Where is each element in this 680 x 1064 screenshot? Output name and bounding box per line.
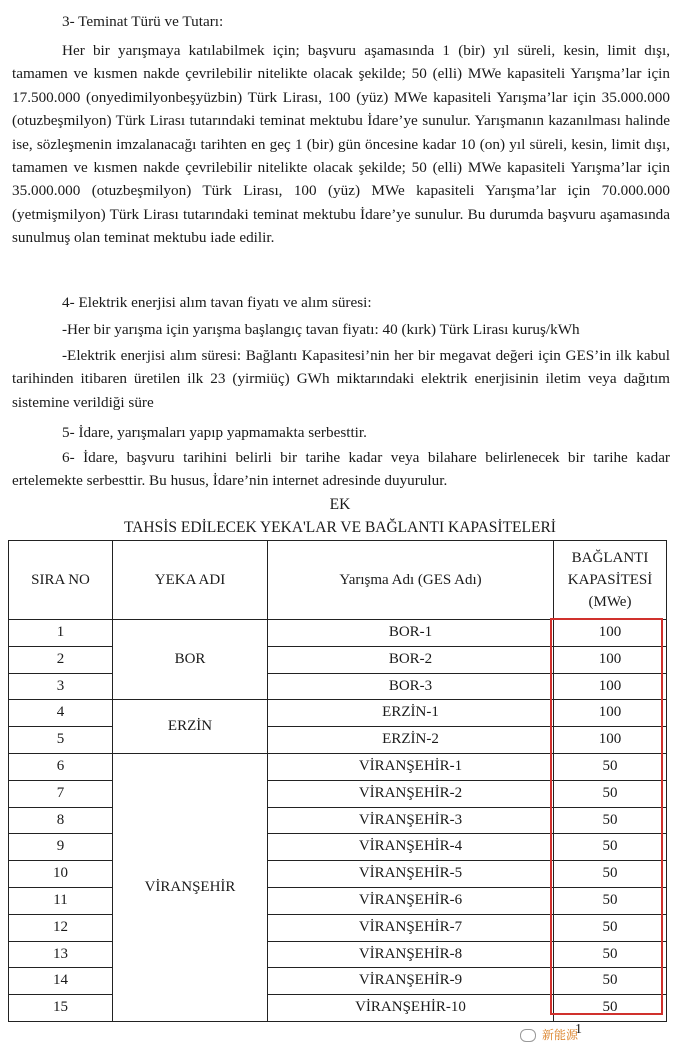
table-row <box>9 780 667 807</box>
row-name: VİRANŞEHİR-9 <box>268 968 554 995</box>
row-capacity: 50 <box>554 861 667 888</box>
row-capacity: 100 <box>554 727 667 754</box>
row-number: 14 <box>9 968 113 995</box>
header-capacity-line1: BAĞLANTI <box>571 550 649 566</box>
row-name: VİRANŞEHİR-6 <box>268 887 554 914</box>
table-row <box>9 807 667 834</box>
row-capacity: 100 <box>554 620 667 647</box>
paragraph-ceiling-price: -Her bir yarışma için yarışma başlangıç tavan fiyatı: 40 (kırk) Türk Lirası kuruş/kWh <box>62 321 580 338</box>
row-number: 9 <box>9 834 113 861</box>
row-name: VİRANŞEHİR-1 <box>268 753 554 780</box>
row-capacity: 50 <box>554 995 667 1022</box>
row-number: 5 <box>9 727 113 754</box>
group-bor: BOR <box>113 620 268 700</box>
row-number: 4 <box>9 700 113 727</box>
row-name: VİRANŞEHİR-7 <box>268 914 554 941</box>
header-yarisma-adi: Yarışma Adı (GES Adı) <box>268 541 554 620</box>
row-name: VİRANŞEHİR-5 <box>268 861 554 888</box>
table-row <box>9 941 667 968</box>
table-row <box>9 700 667 727</box>
row-name: VİRANŞEHİR-8 <box>268 941 554 968</box>
header-capacity <box>554 541 667 620</box>
row-number: 13 <box>9 941 113 968</box>
table-row <box>9 995 667 1022</box>
section-6: 6- İdare, başvuru tarihini belirli bir tarihe kadar veya bilahare belirlenecek bir tarihe kadar ertelemekte serbesttir. Bu husus, İdare’nin internet adresinde duyurulur. <box>12 449 670 490</box>
allocation-table <box>8 540 667 1022</box>
header-yeka-adi: YEKA ADI <box>113 541 268 620</box>
row-capacity: 50 <box>554 753 667 780</box>
row-capacity: 100 <box>554 646 667 673</box>
row-capacity: 50 <box>554 914 667 941</box>
row-name: VİRANŞEHİR-2 <box>268 780 554 807</box>
annex-title: TAHSİS EDİLECEK YEKA'LAR VE BAĞLANTI KAPASİTELERİ <box>124 519 556 536</box>
section-5: 5- İdare, yarışmaları yapıp yapmamakta serbesttir. <box>62 424 367 441</box>
table-row <box>9 620 667 647</box>
row-number: 3 <box>9 673 113 700</box>
row-name: ERZİN-2 <box>268 727 554 754</box>
row-number: 15 <box>9 995 113 1022</box>
row-capacity: 50 <box>554 780 667 807</box>
row-number: 8 <box>9 807 113 834</box>
table-row <box>9 887 667 914</box>
table-header-row <box>9 541 667 620</box>
header-capacity-line3: (MWe) <box>588 594 632 610</box>
row-capacity: 50 <box>554 968 667 995</box>
row-name: ERZİN-1 <box>268 700 554 727</box>
row-capacity: 50 <box>554 834 667 861</box>
paragraph-purchase-period: -Elektrik enerjisi alım süresi: Bağlantı Kapasitesi’nin her bir megavat değeri için GES’in ilk kabul tarihinden itibaren üretilen ilk 23 (yirmiüç) GWh miktarındaki elektrik enerjisinin iletim veya dağıtım sistemine verildiği süre <box>12 347 670 411</box>
row-name: BOR-3 <box>268 673 554 700</box>
table-row <box>9 727 667 754</box>
row-name: BOR-2 <box>268 646 554 673</box>
row-number: 6 <box>9 753 113 780</box>
watermark-text: 新能源 <box>542 1028 579 1042</box>
paragraph-guarantee: Her bir yarışmaya katılabilmek için; başvuru aşamasında 1 (bir) yıl süreli, kesin, limit dışı, tamamen ve kısmen nakde çevrilebilir nitelikte olacak şekilde; 50 (elli) MWe kapasiteli Yarışma’lar için 17.500.000 (onyedimilyonbeşyüzbin) Türk Lirası, 100 (yüz) MWe kapasiteli Yarışma’lar için 35.000.000 (otuzbeşmilyon) Türk Lirası tutarındaki teminat mektubu İdare’ye sunulur. Yarışmanın kazanılması halinde ise, sözleşmenin imzalanacağı tarihten en geç 1 (bir) gün öncesine kadar 10 (on) yıl süreli, kesin, limit dışı, tamamen ve kısmen nakde çevrilebilir nitelikte olacak şekilde; 50 (elli) MWe kapasiteli Yarışma’lar için 35.000.000 (otuzbeşmilyon) Türk Lirası, 100 (yüz) MWe kapasiteli Yarışma’lar için 70.000.000 (yetmişmilyon) Türk Lirası tutarındaki teminat mektubu İdare’ye sunulur. Bu durumda başvuru aşamasında sunulmuş olan teminat mektubu iade edilir. <box>12 42 670 247</box>
annex-label: EK <box>329 496 351 513</box>
table-row <box>9 861 667 888</box>
table-row <box>9 646 667 673</box>
header-sira-no: SIRA NO <box>9 541 113 620</box>
table-row <box>9 968 667 995</box>
group-viransehir: VİRANŞEHİR <box>113 753 268 1021</box>
header-capacity-line2: KAPASİTESİ <box>567 572 653 588</box>
row-capacity: 50 <box>554 941 667 968</box>
row-capacity: 100 <box>554 700 667 727</box>
section-4-heading: 4- Elektrik enerjisi alım tavan fiyatı ve alım süresi: <box>62 294 372 311</box>
row-name: VİRANŞEHİR-10 <box>268 995 554 1022</box>
row-number: 11 <box>9 887 113 914</box>
group-erzin: ERZİN <box>113 700 268 754</box>
row-capacity: 100 <box>554 673 667 700</box>
row-capacity: 50 <box>554 807 667 834</box>
row-number: 7 <box>9 780 113 807</box>
row-name: VİRANŞEHİR-3 <box>268 807 554 834</box>
table-row <box>9 753 667 780</box>
row-number: 10 <box>9 861 113 888</box>
row-name: BOR-1 <box>268 620 554 647</box>
row-number: 12 <box>9 914 113 941</box>
page-number: 1 <box>575 1022 582 1037</box>
row-name: VİRANŞEHİR-4 <box>268 834 554 861</box>
table-row <box>9 914 667 941</box>
watermark <box>520 1026 578 1043</box>
row-number: 2 <box>9 646 113 673</box>
wechat-bubble-icon <box>520 1029 536 1042</box>
table-row <box>9 673 667 700</box>
table-row <box>9 834 667 861</box>
section-3-heading: 3- Teminat Türü ve Tutarı: <box>62 13 224 30</box>
row-number: 1 <box>9 620 113 647</box>
row-capacity: 50 <box>554 887 667 914</box>
